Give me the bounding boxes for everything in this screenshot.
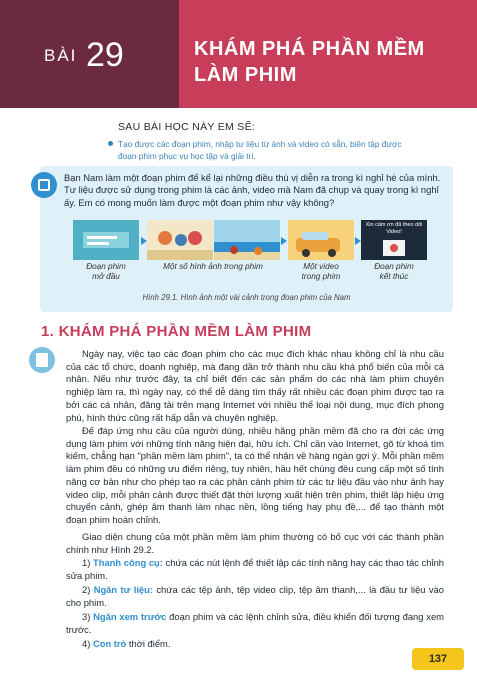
list-keyword: Ngăn tư liệu: bbox=[93, 584, 153, 595]
caption-line: Đoạn phim bbox=[374, 262, 414, 271]
thumb-scene-1 bbox=[147, 220, 213, 260]
activity-text: Bạn Nam làm một đoạn phim để kể lại những điều thú vị diễn ra trong kì nghỉ hè của mình. Tư liệu được sử dụng trong phim là các ảnh, video mà Nam đã chụp và quay trong kì nghỉ ấy. Em có mong muốn làm được một đoạn phim như vậy không? bbox=[64, 172, 441, 208]
caption-line: trong phim bbox=[301, 272, 341, 281]
list-number: 2) bbox=[82, 584, 91, 595]
objectives-item-line1: Tạo được các đoạn phim, nhập tư liệu từ ảnh và video có sẵn, biên tập được bbox=[118, 139, 402, 149]
section-heading: 1. KHÁM PHÁ PHẦN MỀM LÀM PHIM bbox=[41, 323, 312, 340]
beach-scene-image bbox=[147, 220, 213, 260]
thumb-ending bbox=[361, 220, 427, 260]
lesson-title bbox=[194, 36, 464, 88]
list-keyword: Thanh công cụ: bbox=[93, 557, 163, 568]
arrow-icon bbox=[281, 237, 287, 245]
list-keyword: Ngăn xem trước bbox=[93, 611, 167, 622]
list-text: thời điểm. bbox=[126, 638, 171, 649]
lesson-banner bbox=[0, 0, 477, 108]
thumb-opening bbox=[73, 220, 139, 260]
caption-line: mở đầu bbox=[92, 272, 120, 281]
objectives-item-line2: đoạn phim phục vụ học tập và giải trí. bbox=[118, 151, 256, 161]
thumb-scene-2 bbox=[214, 220, 280, 260]
activity-icon bbox=[31, 172, 57, 198]
caption-video bbox=[286, 262, 356, 282]
objectives-item bbox=[108, 138, 448, 162]
list-item bbox=[66, 557, 444, 582]
video-scene-image bbox=[288, 220, 354, 260]
list-number: 3) bbox=[82, 611, 91, 622]
opening-scene-image bbox=[73, 220, 139, 260]
reading-icon bbox=[29, 347, 55, 373]
caption-line: kết thúc bbox=[379, 272, 409, 281]
objectives-heading: SAU BÀI HỌC NÀY EM SẼ: bbox=[118, 121, 256, 133]
page-number: 137 bbox=[412, 648, 464, 670]
lesson-number: 29 bbox=[86, 36, 124, 74]
list-text: đoạn phim và các lệnh chỉnh sửa, điều khiển đối tượng đang xem trước. bbox=[66, 611, 444, 635]
list-item bbox=[66, 584, 444, 609]
list-number: 4) bbox=[82, 638, 91, 649]
caption-ending bbox=[359, 262, 429, 282]
list-number: 1) bbox=[82, 557, 91, 568]
thumb-video bbox=[288, 220, 354, 260]
end-card-text: Xin cảm ơn đã theo dõi Video! bbox=[365, 222, 423, 235]
list-item bbox=[66, 611, 444, 636]
list-item bbox=[66, 638, 444, 651]
caption-scenes bbox=[145, 262, 281, 272]
caption-line: Một video bbox=[303, 262, 339, 271]
paragraph-2: Để đáp ứng nhu cầu của người dùng, nhiều hãng phần mềm đã cho ra đời các ứng dụng làm phim với những tính năng hiện đại, hữu ích. Chỉ cần vào Internet, gõ từ khoá tìm kiếm, chẳng hạn "phần mềm làm phim", ta có thể nhận về hàng ngàn gợi ý. Mỗi phần mềm làm phim đều có những ưu điểm riêng, tuy nhiên, hầu hết chúng đều cung cấp một số tính năng cơ bản như cho phép tạo ra các phân cảnh phim từ các tư liệu đầu vào như ảnh hay video clip, mỗi phân cảnh được thiết đặt thời lượng xuất hiện trên phim, thiết lập hiệu ứng chuyển cảnh, ghép âm thanh làm nhạc nền, lồng tiếng hay phụ đề,... để tạo thành một đoạn phim hoàn chỉnh. bbox=[66, 425, 444, 525]
caption-opening bbox=[71, 262, 141, 282]
sea-scene-image bbox=[214, 220, 280, 260]
paragraph-3: Giao diện chung của một phần mềm làm phim thường có bố cục với các thành phần chính như Hình 29.2. bbox=[66, 531, 444, 555]
list-text: chứa các nút lệnh để thiết lập các tính năng hay các thao tác chỉnh sửa phim. bbox=[66, 557, 444, 581]
lesson-title-line2: LÀM PHIM bbox=[194, 64, 297, 86]
list-text: chứa các tệp ảnh, tệp video clip, tệp âm thanh,... là đầu tư liệu vào cho phim. bbox=[66, 584, 444, 608]
lesson-label: BÀI bbox=[44, 46, 78, 65]
bullet-icon bbox=[108, 141, 113, 146]
paragraph-1: Ngày nay, việc tạo các đoạn phim cho các mục đích khác nhau không chỉ là nhu cầu của các tổ chức, doanh nghiệp, mà đang dần trở thành nhu cầu khá phổ biến của mỗi cá nhân. Nếu như trước đây, ta chỉ biết đến các sản phẩm do các nhà làm phim chuyên nghiệp làm ra, thì ngày nay, có thể dễ dàng tìm thấy rất nhiều các đoạn phim được tạo ra bởi các cá nhân, đăng tải trên mạng Internet với nhiều thể loại nội dung, mục đích phong phú, hình thức cũng rất hấp dẫn và chuyên nghiệp. bbox=[66, 348, 444, 423]
caption-line: Một số hình ảnh trong phim bbox=[163, 262, 263, 271]
list-keyword: Con trỏ bbox=[92, 638, 127, 649]
figure-caption: Hình 29.1. Hình ảnh một vài cảnh trong đoạn phim của Nam bbox=[142, 293, 351, 302]
lesson-title-line1: KHÁM PHÁ PHẦN MỀM bbox=[194, 38, 425, 60]
caption-line: Đoạn phim bbox=[86, 262, 126, 271]
